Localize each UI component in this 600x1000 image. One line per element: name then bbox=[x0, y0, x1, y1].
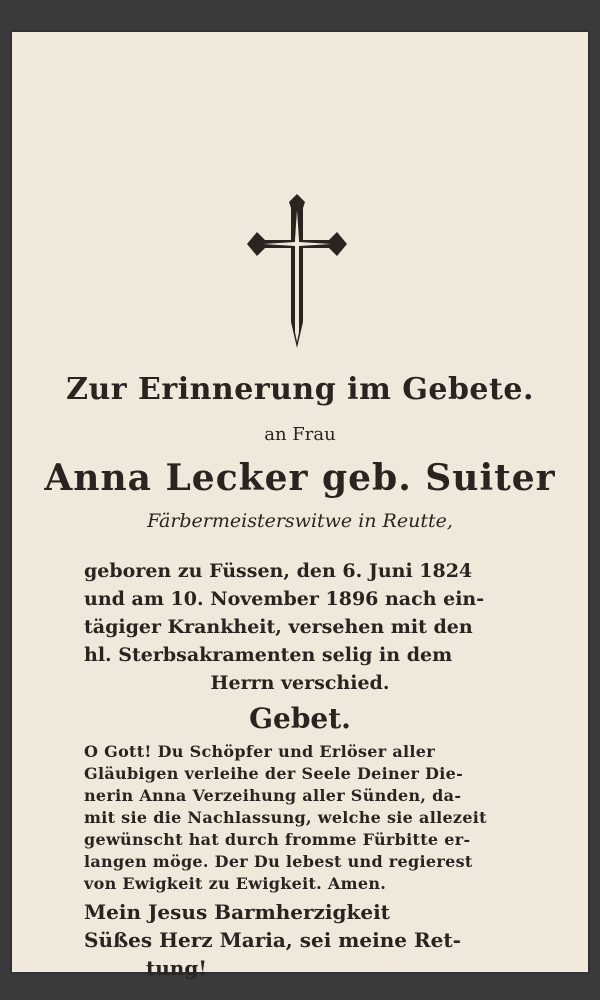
prayer-line: Gläubigen verleihe der Seele Deiner Die- bbox=[84, 764, 464, 783]
prayer-line: von Ewigkeit zu Ewigkeit. Amen. bbox=[84, 874, 387, 893]
prayer-heading: Gebet. bbox=[249, 702, 351, 735]
closing-line: Süßes Herz Maria, sei meine Ret- bbox=[84, 928, 461, 952]
prayer-line: nerin Anna Verzeihung aller Sünden, da- bbox=[84, 786, 462, 805]
biography-line: tägiger Krankheit, versehen mit den bbox=[84, 616, 473, 638]
memorial-card bbox=[12, 32, 588, 980]
prayer-line: langen möge. Der Du lebest und regierest bbox=[84, 852, 473, 871]
biography-line: geboren zu Füssen, den 6. Juni 1824 bbox=[84, 560, 473, 582]
prayer-line: gewünscht hat durch fromme Fürbitte er- bbox=[84, 830, 471, 849]
prayer-line: mit sie die Nachlassung, welche sie allezeit bbox=[84, 808, 487, 827]
cross-icon bbox=[245, 192, 349, 352]
dedication-line: an Frau bbox=[264, 424, 336, 445]
closing-line: tung! bbox=[146, 956, 208, 980]
prayer-line: O Gott! Du Schöpfer und Erlöser aller bbox=[84, 742, 435, 761]
biography-line: Herrn verschied. bbox=[210, 672, 390, 694]
biography-line: hl. Sterbsakramenten selig in dem bbox=[84, 644, 453, 666]
biography-line: und am 10. November 1896 nach ein- bbox=[84, 588, 485, 610]
closing-line: Mein Jesus Barmherzigkeit bbox=[84, 900, 390, 924]
deceased-name: Anna Lecker geb. Suiter bbox=[44, 457, 556, 499]
card-title: Zur Erinnerung im Gebete. bbox=[66, 372, 534, 407]
occupation-line: Färbermeisterswitwe in Reutte, bbox=[147, 510, 453, 532]
